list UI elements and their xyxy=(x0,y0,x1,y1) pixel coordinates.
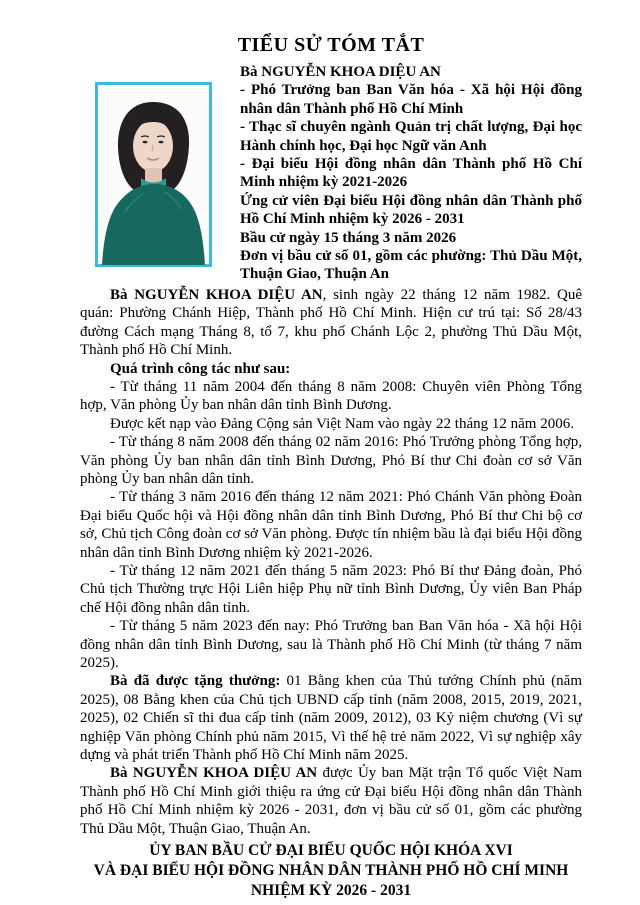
career-item: Được kết nạp vào Đảng Cộng sản Việt Nam vào ngày 22 tháng 12 năm 2006. xyxy=(110,415,574,432)
issuer-block xyxy=(80,841,582,901)
candidate-photo xyxy=(95,82,212,267)
awards-paragraph xyxy=(80,672,582,764)
issuer-line-1: ỦY BAN BẦU CỬ ĐẠI BIỂU QUỐC HỘI KHÓA XVI xyxy=(149,842,513,860)
career-item: - Từ tháng 11 năm 2004 đến tháng 8 năm 2008: Chuyên viên Phòng Tổng hợp, Văn phòng Ủy ban nhân dân tỉnh Bình Dương. xyxy=(80,378,582,414)
issuer-line-2: VÀ ĐẠI BIỂU HỘI ĐỒNG NHÂN DÂN THÀNH PHỐ HỒ CHÍ MINH xyxy=(93,862,569,880)
info-line-election-unit: Đơn vị bầu cử số 01, gồm các phường: Thủ Dầu Một, Thuận Giao, Thuận An xyxy=(240,248,582,283)
career-item: - Từ tháng 8 năm 2008 đến tháng 02 năm 2016: Phó Trưởng phòng Tổng hợp, Văn phòng Ủy ban nhân dân tỉnh Bình Dương, Phó Bí thư Chi đoàn cơ sở Văn phòng Ủy ban nhân dân tỉnh. xyxy=(80,434,582,487)
career-item: - Từ tháng 3 năm 2016 đến tháng 12 năm 2021: Phó Chánh Văn phòng Đoàn Đại biểu Quốc hội và Hội đồng nhân dân tỉnh Bình Dương, Phó Bí thư Chi bộ cơ sở, Chủ tịch Công đoàn cơ sở Văn phòng. Được tín nhiệm bầu là đại biểu Hội đồng nhân dân tỉnh Bình Dương nhiệm kỳ 2021-2026. xyxy=(80,489,582,561)
intro-text: , sinh ngày 22 tháng 12 năm 1982. Quê quán: Phường Chánh Hiệp, Thành phố Hồ Chí Minh. Hiện cư trú tại: Số 28/43 đường Cách mạng Tháng 8, tổ 7, khu phố Chánh Lộc 2, phường Thủ Dầu Một, Thành phố Hồ Chí Minh. xyxy=(80,286,582,359)
info-line-education: - Thạc sĩ chuyên ngành Quản trị chất lượng, Đại học Hành chính học, Đại học Ngữ văn Anh xyxy=(240,119,582,154)
info-line-delegate: - Đại biểu Hội đồng nhân dân Thành phố Hồ Chí Minh nhiệm kỳ 2021-2026 xyxy=(240,156,582,191)
biography-body xyxy=(80,286,582,838)
awards-lead: Bà đã được tặng thưởng: xyxy=(110,673,281,690)
info-line-position: - Phó Trưởng ban Ban Văn hóa - Xã hội Hội đồng nhân dân Thành phố Hồ Chí Minh xyxy=(240,82,582,117)
issuer-line-3: NHIỆM KỲ 2026 - 2031 xyxy=(250,882,412,900)
candidate-name: Bà NGUYỄN KHOA DIỆU AN xyxy=(240,64,441,80)
info-line-election-date: Bầu cử ngày 15 tháng 3 năm 2026 xyxy=(240,229,457,246)
info-line-candidacy: Ứng cử viên Đại biểu Hội đồng nhân dân Thành phố Hồ Chí Minh nhiệm kỳ 2026 - 2031 xyxy=(240,192,582,228)
nomination-text: được Ủy ban Mặt trận Tổ quốc Việt Nam Thành phố Hồ Chí Minh giới thiệu ra ứng cử Đại biểu Hội đồng nhân dân Thành phố Hồ Chí Minh nhiệm kỳ 2026 - 2031, đơn vị bầu cử số 01, gồm các phường Thủ Dầu Một, Thuận Giao, Thuận An. xyxy=(80,765,583,837)
header-section xyxy=(80,63,582,284)
candidate-summary xyxy=(240,63,582,284)
career-item: - Từ tháng 12 năm 2021 đến tháng 5 năm 2023: Phó Bí thư Đảng đoàn, Phó Chủ tịch Thường trực Hội Liên hiệp Phụ nữ tỉnh Bình Dương, Ủy viên Ban Pháp chế Hội đồng nhân dân tỉnh. xyxy=(80,562,582,616)
career-heading: Quá trình công tác như sau: xyxy=(110,360,291,377)
intro-paragraph xyxy=(80,286,582,360)
nomination-name: Bà NGUYỄN KHOA DIỆU AN xyxy=(110,765,318,782)
page-title: TIỂU SỬ TÓM TẮT xyxy=(237,34,425,56)
intro-name: Bà NGUYỄN KHOA DIỆU AN xyxy=(110,286,323,303)
portrait-photo-graphic xyxy=(95,82,212,267)
awards-text: 01 Bằng khen của Thủ tướng Chính phủ (năm 2025), 08 Bằng khen của Chủ tịch UBND cấp tỉnh (năm 2008, 2015, 2019, 2021, 2025), 02 Chiến sĩ thi đua cấp tỉnh (năm 2009, 2012), 03 Kỷ niệm chương (Vì sự nghiệp Văn phòng Chính phủ năm 2015, Vì thế hệ trẻ năm 2022, Vì sự nghiệp xây dựng và phát triển Thành phố Hồ Chí Minh năm 2025. xyxy=(80,673,582,764)
nomination-paragraph xyxy=(80,764,582,838)
career-item: - Từ tháng 5 năm 2023 đến nay: Phó Trưởng ban Ban Văn hóa - Xã hội Hội đồng nhân dân tỉnh Bình Dương, sau là Thành phố Hồ Chí Minh (từ tháng 7 năm 2025). xyxy=(80,618,582,671)
